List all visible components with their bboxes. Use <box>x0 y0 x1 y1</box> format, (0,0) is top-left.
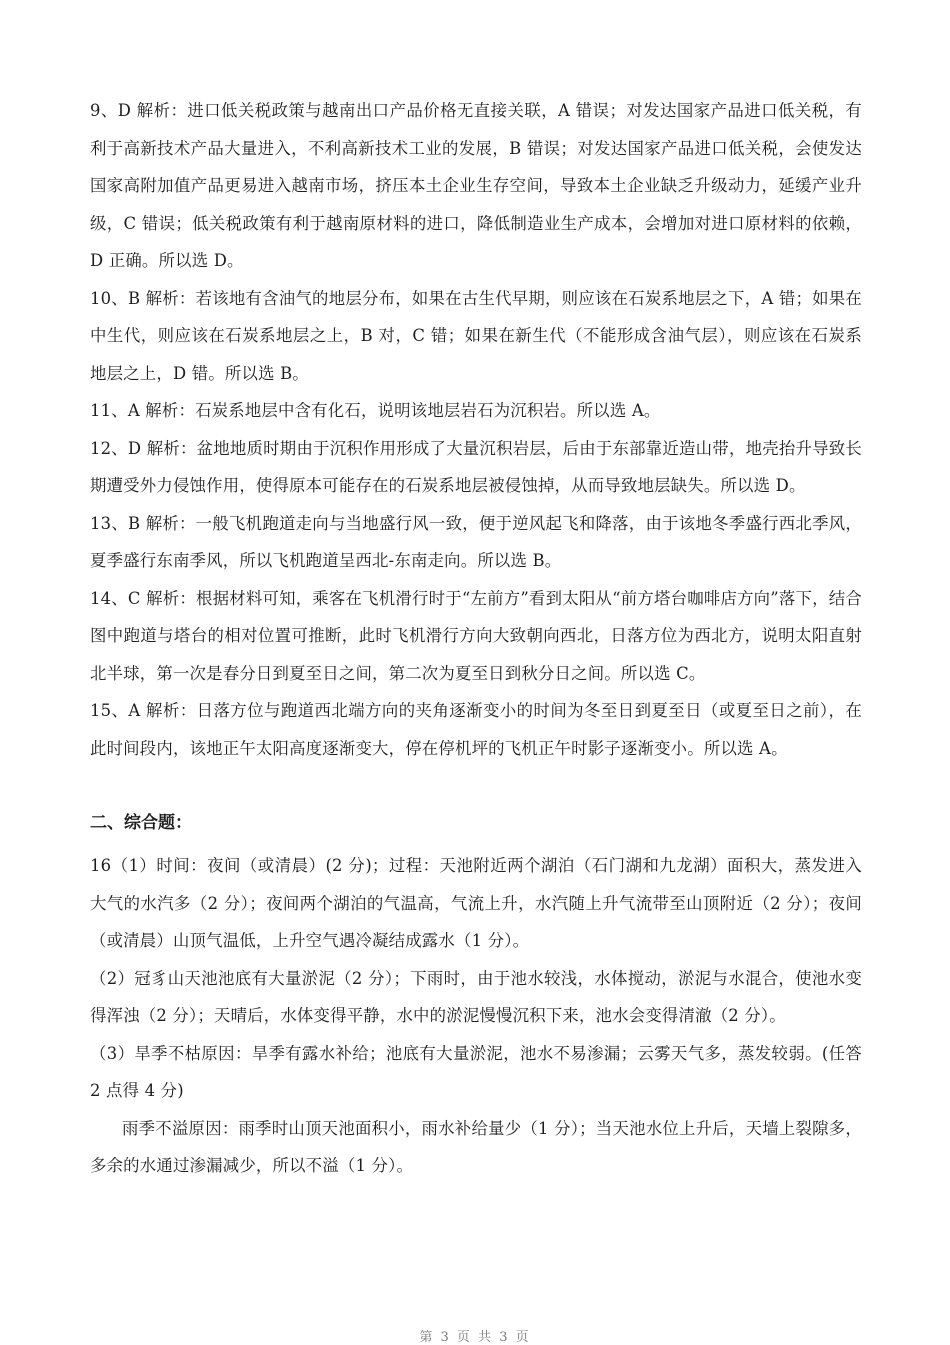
section-comprehensive <box>90 805 862 1185</box>
q16-part1: 16（1）时间：夜间（或清晨）(2 分)；过程：天池附近两个湖泊（石门湖和九龙湖）面积大，蒸发进入大气的水汽多（2 分）；夜间两个湖泊的气温高，气流上升，水汽随上升气流带至山顶附近（2 分）；夜间（或清晨）山顶气温低，上升空气遇冷凝结成露水（1 分）。 <box>90 856 862 950</box>
answer-10: 10、B 解析：若该地有含油气的地层分布，如果在古生代早期，则应该在石炭系地层之下，A 错；如果在中生代，则应该在石炭系地层之上，B 对，C 错；如果在新生代（不能形成含油气层），则应该在石炭系地层之上，D 错。所以选 B。 <box>90 288 862 383</box>
q16-part3: （3）旱季不枯原因：旱季有露水补给；池底有大量淤泥，池水不易渗漏；云雾天气多，蒸发较弱。(任答 2 点得 4 分) <box>90 1043 862 1100</box>
document-body <box>90 92 862 1185</box>
q16-part2: （2）冠豸山天池池底有大量淤泥（2 分）；下雨时，由于池水较浅，水体搅动，淤泥与水混合，使池水变得浑浊（2 分）；天晴后，水体变得平静，水中的淤泥慢慢沉积下来，池水会变得清澈（2 分）。 <box>90 968 862 1025</box>
section-spacer <box>90 767 862 805</box>
answer-list <box>90 92 862 767</box>
answer-9: 9、D 解析：进口低关税政策与越南出口产品价格无直接关联，A 错误；对发达国家产品进口低关税，有利于高新技术产品大量进入，不利高新技术工业的发展，B 错误；对发达国家产品进口低关税，会使发达国家高附加值产品更易进入越南市场，挤压本土企业生存空间，导致本土企业缺乏升级动力，延缓产业升级，C 错误；低关税政策有利于越南原材料的进口，降低制造业生产成本，会增加对进口原材料的依赖，D 正确。所以选 D。 <box>90 101 862 270</box>
answer-11: 11、A 解析：石炭系地层中含有化石，说明该地层岩石为沉积岩。所以选 A。 <box>90 401 661 420</box>
page-footer: 第 3 页 共 3 页 <box>419 1330 531 1345</box>
answer-13: 13、B 解析：一般飞机跑道走向与当地盛行风一致，便于逆风起飞和降落，由于该地冬季盛行西北季风，夏季盛行东南季风，所以飞机跑道呈西北-东南走向。所以选 B。 <box>90 513 862 570</box>
section-heading: 二、综合题： <box>90 813 192 833</box>
q16-part3-rainy-season: 雨季不溢原因：雨季时山顶天池面积小，雨水补给量少（1 分）；当天池水位上升后，天墙上裂隙多，多余的水通过渗漏减少，所以不溢（1 分）。 <box>90 1118 862 1175</box>
answer-14: 14、C 解析：根据材料可知，乘客在飞机滑行时于“左前方”看到太阳从“前方塔台咖啡店方向”落下，结合图中跑道与塔台的相对位置可推断，此时飞机滑行方向大致朝向西北，日落方位为西北方，说明太阳直射北半球，第一次是春分日到夏至日之间，第二次为夏至日到秋分日之间。所以选 C。 <box>90 588 862 683</box>
answer-12: 12、D 解析：盆地地质时期由于沉积作用形成了大量沉积岩层，后由于东部靠近造山带，地壳抬升导致长期遭受外力侵蚀作用，使得原本可能存在的石炭系地层被侵蚀掉，从而导致地层缺失。所以选 D。 <box>90 438 862 495</box>
answer-15: 15、A 解析：日落方位与跑道西北端方向的夹角逐渐变小的时间为冬至日到夏至日（或夏至日之前），在此时间段内，该地正午太阳高度逐渐变大，停在停机坪的飞机正午时影子逐渐变小。所以选 A。 <box>90 701 862 758</box>
